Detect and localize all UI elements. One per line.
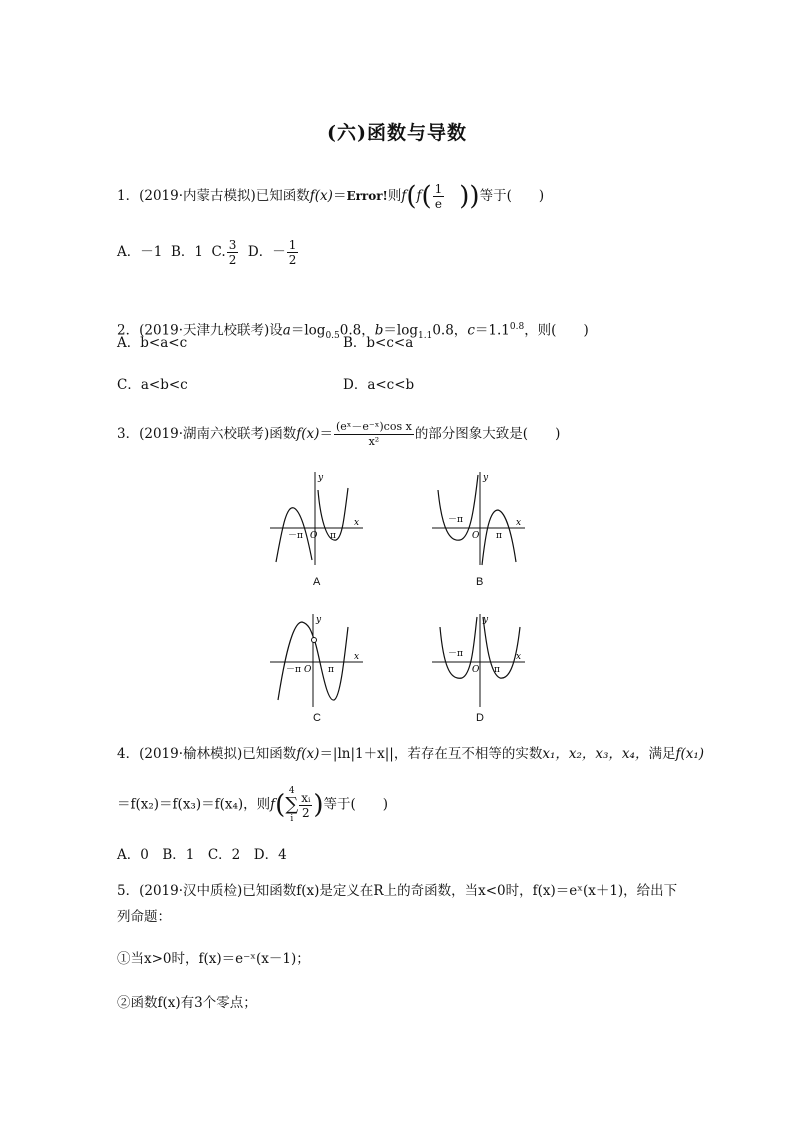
origin-label: O [304,665,312,675]
q3-frac-num: (eˣ－e⁻ˣ)cos x [335,420,412,433]
graph-b-label: B [476,576,484,588]
graph-c[interactable] [268,612,368,712]
q1-frac-den: e [434,197,443,211]
q2-eq-c: ＝1.1 [474,322,510,339]
y-label: y [316,615,322,625]
q1-option-c-den: 2 [228,253,237,267]
neg-pi-label: －π [286,665,301,675]
origin-label: O [310,531,318,541]
q1-option-c-num: 3 [228,238,237,252]
q1-option-c-prefix: C. [211,244,226,260]
curve-right [483,617,520,678]
y-label: y [483,615,489,625]
q1-mid: 则 [387,188,402,204]
q5-item-2: ②函数f(x)有3个零点； [117,995,257,1011]
q1-paren-open: ( [406,181,417,212]
q2-option-c[interactable]: C．a<b<c [117,377,188,393]
y-label: y [318,473,324,483]
q1-option-d[interactable] [247,238,299,267]
q2-var-a: a [282,322,291,339]
origin-label: O [472,531,480,541]
pi-label: π [494,665,500,675]
q3-tail: 的部分图象大致是( ) [414,426,561,442]
x-label: x [516,652,522,662]
q4-lead: 4．(2019·榆林模拟)已知函数 [117,746,297,762]
neg-pi-label: －π [288,531,303,541]
q4-paren-open: ( [275,790,286,820]
graph-c-label: C [313,712,321,724]
q4-fx: f(x) [296,746,320,762]
q1-tail: 等于( ) [479,188,545,204]
q4-line2-a: ＝f(x₂)＝f(x₃)＝f(x₄)，则 [117,796,271,813]
graph-d[interactable] [430,612,530,712]
graph-d-label: D [476,712,484,724]
q4-sum-bottom: i [290,814,294,824]
q2-sub-a: 0.5 [325,331,340,342]
q2-tail: ，则( ) [524,322,589,339]
q3-fx: f(x) [296,426,320,442]
x-label: x [516,518,522,528]
q2-option-b[interactable]: B．b<c<a [343,335,414,351]
q3-lead: 3．(2019·湖南六校联考)函数 [117,426,297,442]
q2-val-a: 0.8， [339,322,375,339]
q4-fx1: f(x₁) [675,746,705,762]
q3-fraction [334,420,414,449]
pi-label: π [330,531,336,541]
q1-error: Error! [346,189,388,203]
q1-eq: ＝ [332,188,347,204]
q4-paren-close: ) [313,790,324,820]
y-label: y [483,473,489,483]
x-label: x [354,652,360,662]
q2-option-a[interactable]: A．b<a<c [117,335,188,351]
q4-sum-top: 4 [288,786,295,796]
graph-b[interactable] [430,470,530,570]
q4-frac-num: xᵢ [301,790,311,805]
q4-sum-sign: ∑ [285,794,299,815]
q4-frac [299,791,312,820]
q1-paren-close: )) [459,181,480,212]
q2-eq-a: ＝log [290,322,326,339]
q2-sub-b: 1.1 [418,331,433,342]
page-title: (六)函数与导数 [327,122,467,144]
neg-pi-label: －π [448,649,463,659]
pi-label: π [496,531,502,541]
q1-lead: 1．(2019·内蒙古模拟)已知函数 [117,188,310,204]
q3-eq: ＝ [319,426,333,442]
question-5-line-2: 列命题： [117,909,171,925]
q1-fx: f(x) [309,188,333,204]
q1-option-d-num: 1 [288,238,297,252]
q1-option-d-prefix: D．－ [247,244,286,260]
q1-option-c[interactable] [211,238,240,267]
x-label: x [354,518,360,528]
question-1 [117,182,544,211]
q1-frac-num: 1 [434,182,443,196]
q2-val-b: 0.8， [432,322,468,339]
q1-f-inner: f [416,188,422,204]
question-5-line-1: 5．(2019·汉中质检)已知函数f(x)是定义在R上的奇函数，当x<0时，f(x)＝eˣ(x＋1)，给出下 [117,883,678,899]
q2-var-c: c [467,322,475,339]
q2-lead: 2．(2019·天津九校联考)设 [117,322,283,339]
q1-fraction [433,182,445,211]
question-4-line-1 [117,745,704,763]
q1-options [117,238,299,267]
q1-option-a[interactable]: A．－1 [117,244,163,260]
q2-sup-c: 0.8 [509,322,525,332]
origin-label: O [472,665,480,675]
q2-eq-b: ＝log [383,322,418,339]
q4-sum [285,786,298,824]
q1-option-d-den: 2 [288,253,297,267]
q4-frac-den: 2 [301,805,310,820]
q5-item-1: ①当x>0时，f(x)＝e⁻ˣ(x－1)； [117,951,310,967]
neg-pi-label: －π [448,515,463,525]
q4-line1-c: 满足 [648,746,676,762]
q2-var-b: b [374,322,384,339]
q4-options[interactable]: A．0 B．1 C．2 D．4 [117,847,287,863]
q4-vars: x₁，x₂，x₃，x₄， [542,746,649,762]
q4-f: f [270,796,276,813]
q3-frac-den: x² [368,435,380,448]
question-3 [117,420,560,449]
q4-tail: 等于( ) [323,796,389,813]
q4-line1-b: ＝|ln|1＋x||，若存在互不相等的实数 [319,746,543,762]
graph-a-label: A [313,576,321,588]
graph-a[interactable] [268,470,368,570]
q2-option-d[interactable]: D．a<c<b [343,377,415,393]
q1-f-outer: f [401,188,407,204]
q1-paren-open-2: ( [421,181,432,212]
pi-label: π [328,665,334,675]
question-4-line-2 [117,786,388,824]
hole-point [312,638,317,643]
q1-option-b[interactable]: B．1 [170,244,203,260]
